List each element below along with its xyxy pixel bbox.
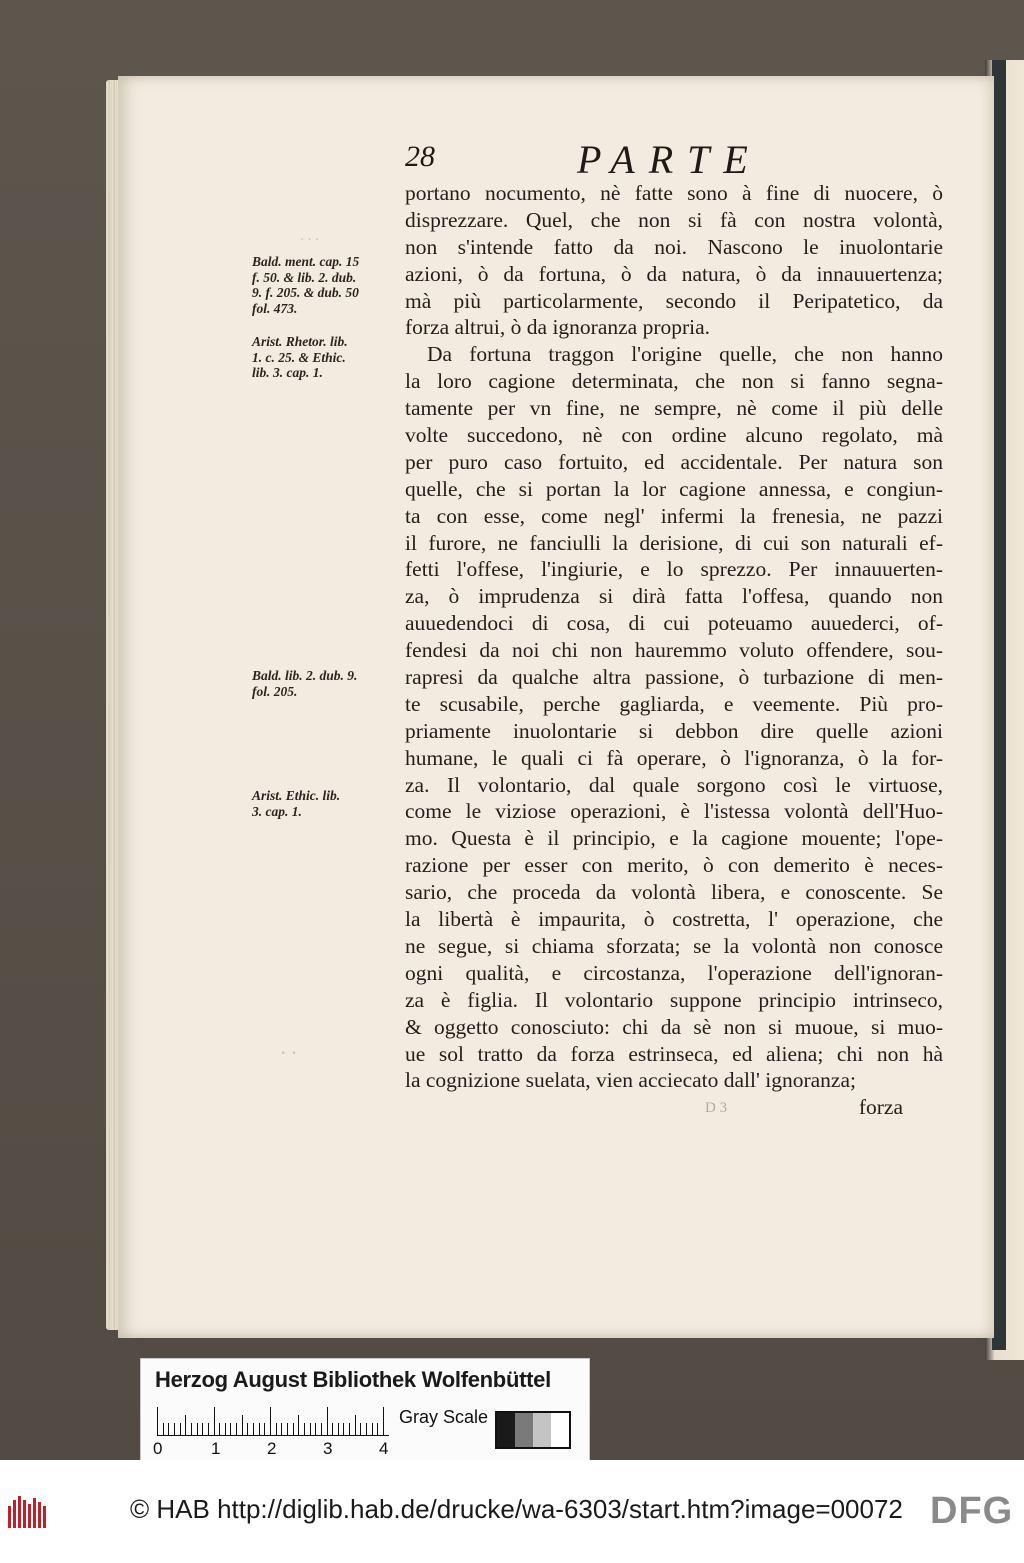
hab-logo-bar — [38, 1502, 41, 1528]
ruler-tick — [293, 1423, 294, 1435]
ruler-tick — [287, 1423, 288, 1435]
bleed-through: · · — [280, 1040, 297, 1065]
text-line: come le viziose operazioni, è l'istessa volontà dell'Huo- — [405, 799, 943, 824]
ruler-tick — [163, 1423, 164, 1435]
ruler — [157, 1405, 389, 1436]
ruler-tick — [174, 1423, 175, 1435]
gray-scale-label: Gray Scale — [399, 1407, 489, 1427]
ruler-tick — [338, 1423, 339, 1435]
ruler-tick — [355, 1415, 356, 1435]
ruler-tick — [349, 1423, 350, 1435]
text-line: te scusabile, perche gagliarda, e veemente. Più pro- — [405, 691, 943, 716]
hab-logo-icon — [6, 1496, 50, 1528]
gray-swatch — [515, 1413, 533, 1447]
text-line: razione per esser con merito, ò con demerito è neces- — [405, 853, 943, 878]
ruler-tick — [225, 1423, 226, 1435]
ruler-tick — [253, 1423, 254, 1435]
text-line: tamente per vn fine, ne sempre, nè come il più delle — [405, 396, 943, 421]
margin-note-line: 3. cap. 1. — [252, 803, 302, 819]
catchword: forza — [858, 1095, 903, 1120]
hab-logo-bar — [43, 1506, 46, 1528]
ruler-number: 0 — [153, 1439, 163, 1458]
ruler-tick — [264, 1423, 265, 1435]
ruler-tick — [366, 1423, 367, 1435]
hab-logo-bar — [23, 1500, 26, 1528]
text-line: volte succedono, nè con ordine alcuno regolato, mà — [405, 423, 943, 448]
gray-swatch — [497, 1413, 515, 1447]
margin-note-line: Bald. lib. 2. dub. 9. — [252, 668, 358, 683]
margin-note-line: f. 50. & lib. 2. dub. — [252, 269, 357, 285]
margin-note — [252, 788, 404, 819]
text-line: la cognizione suelata, vien acciecato dall' ignoranza; — [405, 1068, 856, 1093]
margin-note — [252, 334, 404, 381]
page-number: 28 — [405, 140, 435, 173]
ruler-tick — [310, 1423, 311, 1435]
text-line: azioni, ò da fortuna, ò da natura, ò da innauuertenza; — [405, 261, 943, 286]
text-line: Da fortuna traggon l'origine quelle, che non hanno — [427, 342, 943, 367]
ruler-tick — [247, 1423, 248, 1435]
dfg-logo: DFG — [930, 1490, 1014, 1532]
bleed-through: · · · — [300, 232, 319, 248]
ruler-tick — [270, 1407, 271, 1435]
margin-note-line: fol. 205. — [252, 683, 298, 699]
text-line: mà più particolarmente, secondo il Peripatetico, da — [405, 288, 943, 313]
gray-scale-swatches — [495, 1411, 571, 1449]
color-card — [140, 1358, 590, 1464]
ruler-tick — [185, 1415, 186, 1435]
ruler-tick — [383, 1407, 384, 1435]
margin-note-line: 1. c. 25. & Ethic. — [252, 349, 346, 365]
ruler-tick — [281, 1423, 282, 1435]
text-line: za è figlia. Il volontario suppone principio intrinseco, — [405, 987, 943, 1012]
text-line: portano nocumento, nè fatte sono à fine di nuocere, ò — [405, 181, 943, 205]
ruler-tick — [202, 1423, 203, 1435]
running-head: PARTE — [577, 137, 762, 182]
text-line: za, ò imprudenza si dirà fatta l'offesa, quando non — [405, 584, 943, 609]
ruler-tick — [242, 1415, 243, 1435]
text-line: forza altrui, ò da ignoranza propria. — [405, 315, 711, 340]
ruler-tick — [304, 1423, 305, 1435]
hab-logo-bar — [18, 1496, 21, 1528]
library-title: Herzog August Bibliothek Wolfenbüttel — [155, 1367, 551, 1392]
text-line: disprezzare. Quel, che non si fà con nostra volontà, — [405, 207, 943, 232]
ruler-number: 1 — [211, 1439, 221, 1458]
text-line: auuedendoci di cosa, di cui poteuamo auuederci, of- — [405, 611, 943, 636]
hab-logo-bar — [33, 1498, 36, 1528]
text-line: ue sol tratto da forza estrinseca, ed aliena; chi non hà — [405, 1041, 943, 1066]
text-line: mo. Questa è il principio, e la cagione mouente; l'ope- — [405, 826, 943, 851]
margin-note-line: Arist. Ethic. lib. — [252, 788, 341, 803]
gray-swatch — [551, 1413, 569, 1447]
margin-note — [252, 668, 404, 699]
signature-mark: D 3 — [705, 1100, 728, 1116]
ruler-tick — [372, 1423, 373, 1435]
ruler-tick — [321, 1423, 322, 1435]
ruler-tick — [208, 1423, 209, 1435]
text-line: rapresi da qualche altra passione, ò turbazione di men- — [405, 665, 943, 690]
ruler-tick — [168, 1423, 169, 1435]
ruler-tick — [191, 1423, 192, 1435]
ruler-tick — [197, 1423, 198, 1435]
text-line: per puro caso fortuito, ed accidentale. Per natura son — [405, 449, 943, 474]
text-line: la loro cagione determinata, che non si fanno segna- — [405, 369, 943, 394]
footer-url[interactable]: © HAB http://diglib.hab.de/drucke/wa-6303/start.htm?image=00072 — [130, 1494, 903, 1524]
hab-logo-bar — [28, 1504, 31, 1528]
text-line: ne segue, si chiama sforzata; se la volontà non conosce — [405, 933, 943, 958]
text-line: la libertà è impaurita, ò costretta, l' operazione, che — [405, 907, 943, 932]
ruler-tick — [180, 1423, 181, 1435]
text-line: priamente inuolontarie si debbon dire quelle azioni — [405, 718, 943, 743]
ruler-tick — [360, 1423, 361, 1435]
ruler-tick — [315, 1423, 316, 1435]
hab-logo-bar — [8, 1506, 11, 1528]
ruler-tick — [327, 1407, 328, 1435]
text-line: fetti l'offese, l'ingiurie, e lo sprezzo. Per innauuerten- — [405, 557, 943, 582]
ruler-number: 4 — [379, 1439, 389, 1458]
text-line: non s'intende fatto da noi. Nascono le inuolontarie — [405, 234, 943, 259]
text-line: ogni qualità, e circostanza, l'operazione dell'ignoran- — [405, 960, 943, 985]
ruler-number: 2 — [267, 1439, 277, 1458]
gray-swatch — [533, 1413, 551, 1447]
ruler-tick — [332, 1423, 333, 1435]
margin-note — [252, 254, 404, 316]
text-line: il furore, ne fanciulli la derisione, di cui son naturali ef- — [405, 530, 943, 555]
binding-strip — [992, 60, 1006, 1350]
text-line: humane, le quali ci fà operare, ò l'ignoranza, ò la for- — [405, 745, 943, 770]
ruler-tick — [219, 1423, 220, 1435]
ruler-tick — [214, 1407, 215, 1435]
margin-note-line: lib. 3. cap. 1. — [252, 365, 323, 380]
text-line: sario, che proceda da volontà libera, e conoscente. Se — [405, 880, 943, 905]
hab-logo-bar — [13, 1500, 16, 1528]
ruler-tick — [343, 1423, 344, 1435]
text-line: quelle, che si portan la lor cagione annessa, e congiun- — [405, 476, 943, 501]
ruler-tick — [230, 1423, 231, 1435]
ruler-number: 3 — [323, 1439, 333, 1458]
margin-note-line: Arist. Rhetor. lib. — [252, 334, 348, 349]
text-line: & oggetto conosciuto: chi da sè non si muoue, si muo- — [405, 1014, 943, 1039]
margin-note-line: Bald. ment. cap. 15 — [252, 254, 360, 269]
ruler-tick — [259, 1423, 260, 1435]
ruler-tick — [157, 1407, 158, 1435]
ruler-tick — [298, 1415, 299, 1435]
margin-note-line: 9. f. 205. & dub. 50 — [252, 285, 359, 300]
margin-note-line: fol. 473. — [252, 300, 298, 316]
ruler-tick — [377, 1423, 378, 1435]
ruler-tick — [236, 1423, 237, 1435]
body-text — [405, 180, 943, 1121]
ruler-tick — [276, 1423, 277, 1435]
text-line: za. Il volontario, dal quale sorgono così le virtuose, — [405, 772, 943, 797]
text-line: fendesi da noi chi non hauremmo voluto offendere, sou- — [405, 638, 943, 663]
text-line: ta con esse, come negl' infermi la frenesia, ne pazzi — [405, 503, 943, 528]
